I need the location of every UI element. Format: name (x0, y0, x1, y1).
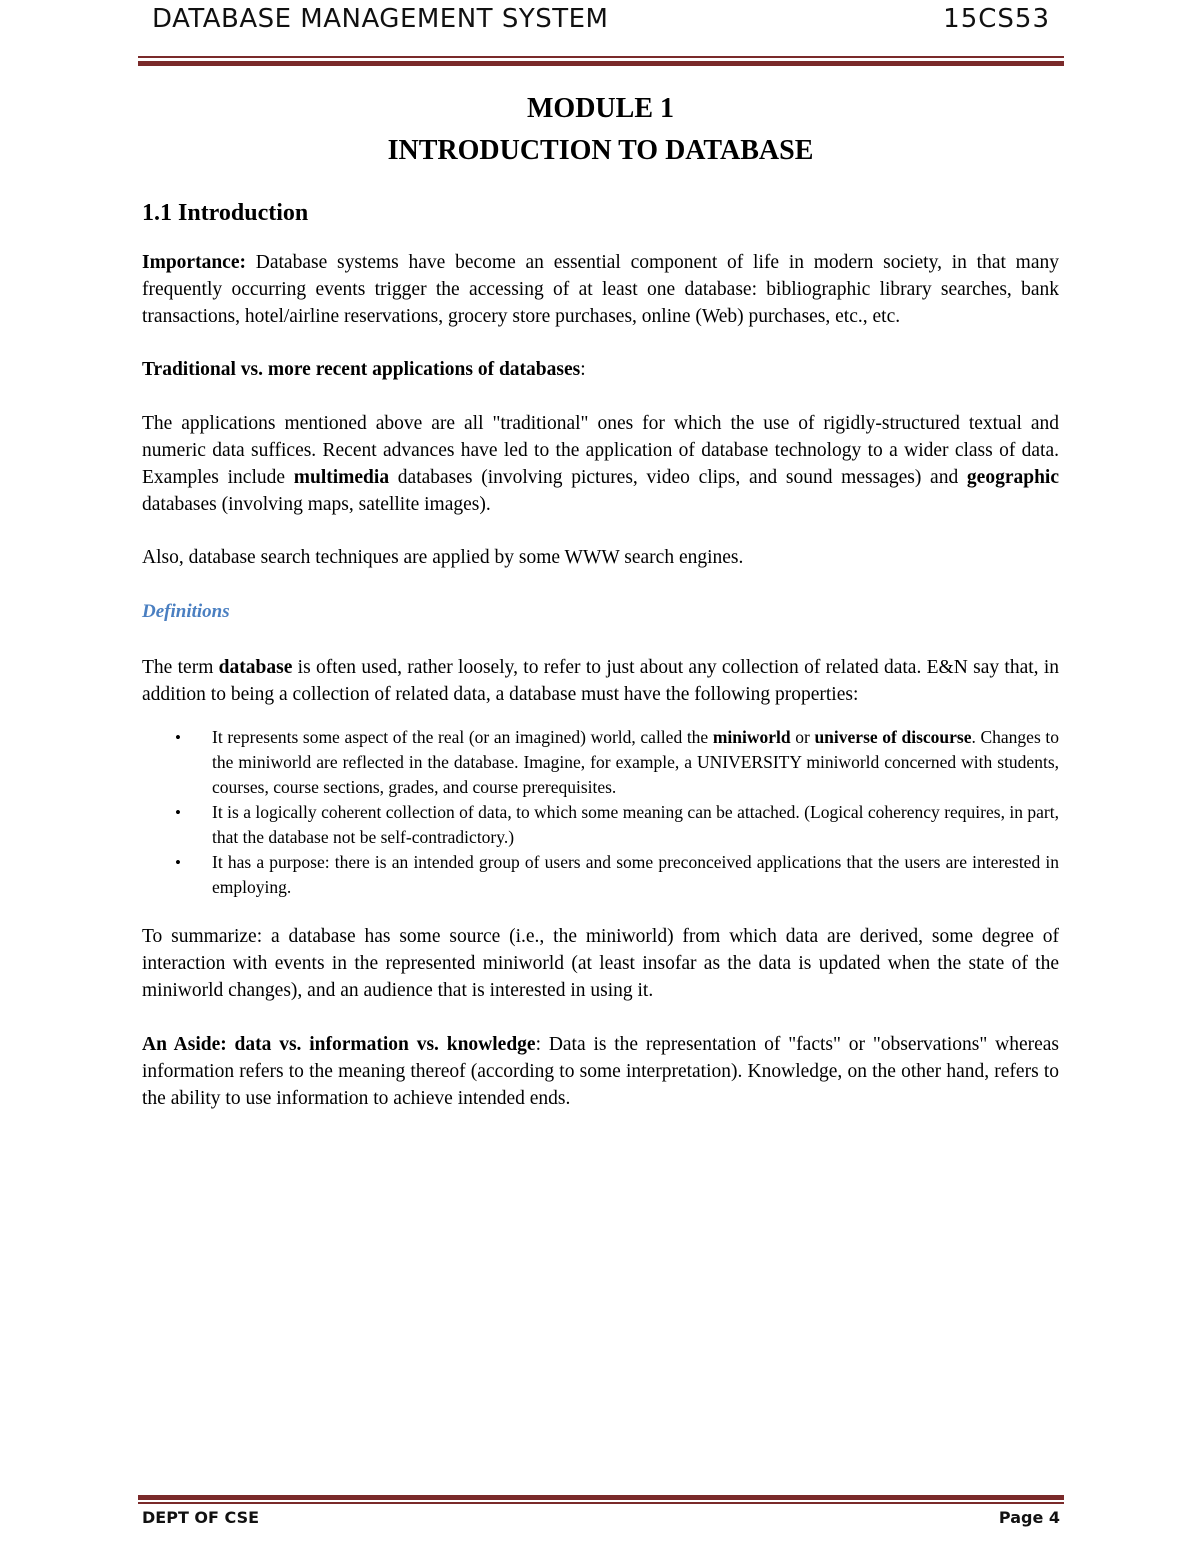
footer-rule-thin (138, 1502, 1064, 1504)
properties-list (142, 725, 1059, 900)
footer-department: DEPT OF CSE (142, 1508, 260, 1527)
page-header (152, 4, 1050, 44)
item1-text-2: or (790, 727, 815, 747)
list-item (175, 800, 1059, 850)
header-course-code: 15CS53 (943, 4, 1050, 34)
applications-bold-multimedia: multimedia (293, 467, 390, 488)
bullet-marker: • (175, 853, 181, 872)
item1-bold-universe: universe of discourse (814, 727, 972, 747)
traditional-heading-text: Traditional vs. more recent applications of databases (142, 359, 581, 380)
header-rule-thin (138, 56, 1064, 58)
header-rule-thick (138, 61, 1064, 66)
bullet-marker: • (175, 803, 181, 822)
page-body (142, 88, 1059, 1112)
term-paragraph (142, 654, 1059, 708)
definitions-heading: Definitions (142, 601, 230, 622)
applications-text-2: databases (involving pictures, video clips, and sound messages) and (389, 467, 967, 488)
item1-bold-miniworld: miniworld (712, 727, 791, 747)
section-heading: 1.1 Introduction (142, 200, 309, 226)
aside-paragraph (142, 1031, 1059, 1112)
applications-text-1: The applications mentioned above are all "traditional" ones for which the use of rigidly-structured textual and numeric data suffices. Recent advances have led to the application of database technology to a wider class of data. Examples include (142, 413, 1059, 488)
footer-rule-thick (138, 1495, 1064, 1500)
aside-text: : Data is the representation of "facts" or "observations" whereas information refers to the meaning thereof (according to some interpretation). Knowledge, on the other hand, refers to the ability to use information to achieve intended ends. (142, 1034, 1059, 1109)
traditional-heading-colon: : (580, 359, 586, 380)
applications-bold-geographic: geographic (966, 467, 1059, 488)
bullet-marker: • (175, 728, 181, 747)
module-subtitle: INTRODUCTION TO DATABASE (387, 135, 814, 166)
applications-text-3: databases (involving maps, satellite images). (142, 494, 491, 515)
term-text-2: is often used, rather loosely, to refer to just about any collection of related data. E&N say that, in addition to being a collection of related data, a database must have the following properties: (142, 657, 1059, 705)
list-item (175, 725, 1059, 800)
item1-text-1: It represents some aspect of the real (or an imagined) world, called the (212, 727, 713, 747)
footer-page-number: Page 4 (998, 1508, 1060, 1527)
module-number: MODULE 1 (527, 93, 674, 124)
importance-paragraph (142, 249, 1059, 330)
item3-text: It has a purpose: there is an intended group of users and some preconceived applications that the users are interested in employing. (212, 852, 1059, 897)
header-title: DATABASE MANAGEMENT SYSTEM (152, 4, 609, 34)
also-paragraph: Also, database search techniques are applied by some WWW search engines. (142, 547, 744, 568)
item1-text-3: . Changes to the miniworld are reflected in the database. Imagine, for example, a UNIVERSITY miniworld concerned with students, courses, course sections, grades, and course prerequisites. (212, 727, 1059, 797)
aside-label: An Aside: data vs. information vs. knowledge (142, 1034, 536, 1055)
importance-text: Database systems have become an essential component of life in modern society, in that many frequently occurring events trigger the accessing of at least one database: bibliographic library searches, bank transactions, hotel/airline reservations, grocery store purchases, online (Web) purchases, etc., etc. (142, 252, 1059, 327)
traditional-heading (142, 356, 1059, 383)
list-item (175, 850, 1059, 900)
summary-paragraph: To summarize: a database has some source (i.e., the miniworld) from which data are derived, some degree of interaction with events in the represented miniworld (at least insofar as the data is updated when the state of the miniworld changes), and an audience that is interested in using it. (142, 926, 1059, 1001)
term-text-1: The term (142, 657, 219, 678)
term-bold-database: database (218, 657, 293, 678)
importance-label: Importance: (142, 252, 246, 273)
item2-text: It is a logically coherent collection of data, to which some meaning can be attached. (Logical coherency requires, in part, that the database not be self-contradictory.) (212, 802, 1059, 847)
applications-paragraph (142, 410, 1059, 518)
module-title (142, 88, 1059, 172)
